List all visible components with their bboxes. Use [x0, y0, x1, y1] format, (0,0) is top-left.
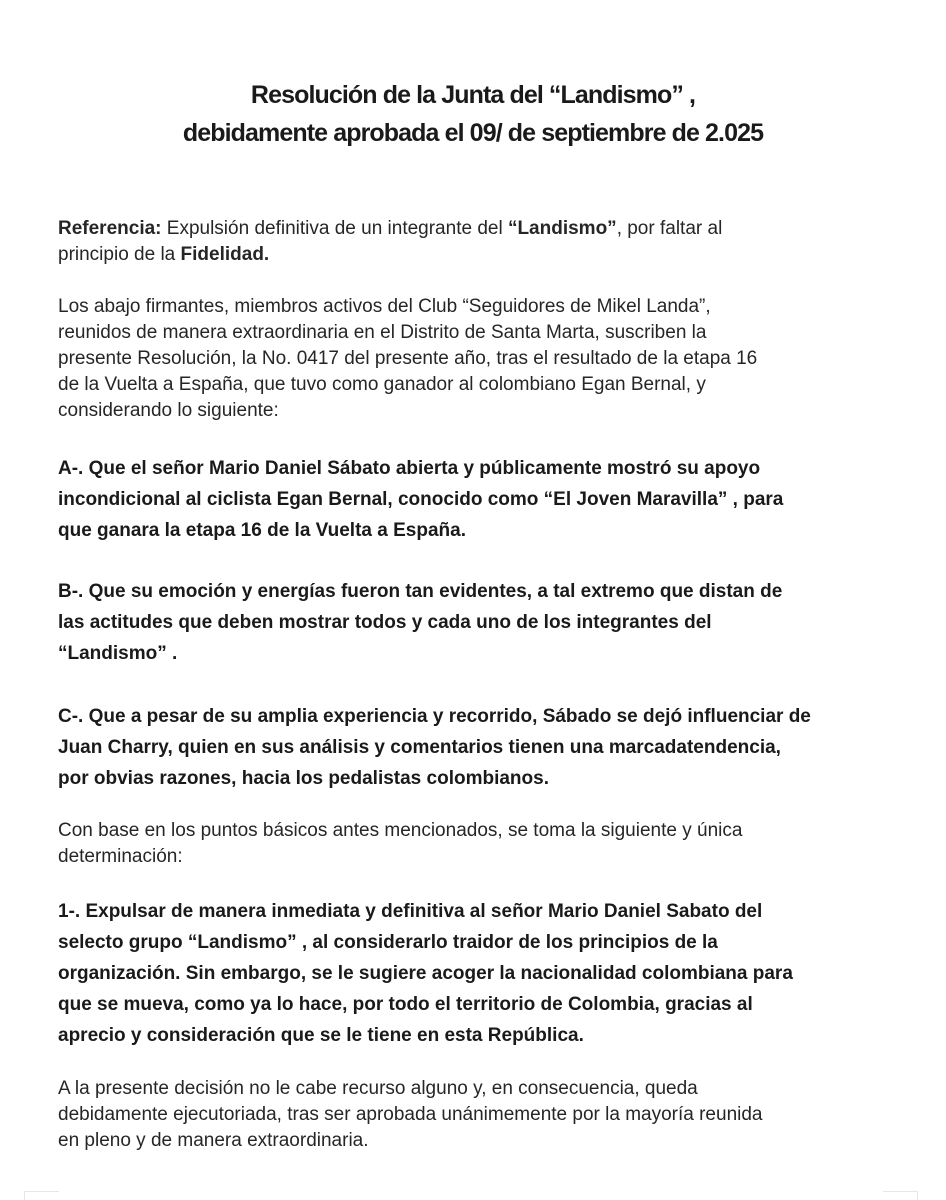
point-b-line: B-. Que su emoción y energías fueron tan evidentes, a tal extremo que distan de [58, 581, 783, 602]
intro-line: reunidos de manera extraordinaria en el Distrito de Santa Marta, suscriben la [58, 322, 707, 343]
decision-line: aprecio y consideración que se le tiene en esta República. [58, 1025, 584, 1046]
title-line-2: debidamente aprobada el 09/ de septiembre de 2.025 [182, 119, 764, 147]
point-b-paragraph [58, 576, 898, 669]
page-corner-left [24, 1191, 59, 1200]
intro-line: considerando lo siguiente: [58, 400, 279, 421]
reference-line-1 [58, 216, 898, 242]
point-a-line: incondicional al ciclista Egan Bernal, conocido como “El Joven Maravilla” , para [58, 489, 784, 510]
reference-landismo: “Landismo” [507, 218, 617, 239]
point-c-line: C-. Que a pesar de su amplia experiencia y recorrido, Sábado se dejó influenciar de [58, 706, 811, 727]
reference-text-2: , por faltar al [616, 218, 723, 239]
basis-line: determinación: [58, 846, 183, 867]
point-c-line: por obvias razones, hacia los pedalistas colombianos. [58, 768, 549, 789]
basis-paragraph [58, 818, 898, 870]
intro-line: presente Resolución, la No. 0417 del presente año, tras el resultado de la etapa 16 [58, 348, 758, 369]
document-title [0, 76, 946, 152]
closing-line: debidamente ejecutoriada, tras ser aprobada unánimemente por la mayoría reunida [58, 1104, 763, 1125]
intro-line: Los abajo firmantes, miembros activos del Club “Seguidores de Mikel Landa”, [58, 296, 711, 317]
point-a-line: A-. Que el señor Mario Daniel Sábato abierta y públicamente mostró su apoyo [58, 458, 761, 479]
reference-line-2 [58, 242, 898, 268]
intro-line: de la Vuelta a España, que tuvo como ganador al colombiano Egan Bernal, y [58, 374, 706, 395]
intro-paragraph [58, 294, 898, 424]
point-c-line: Juan Charry, quien en sus análisis y comentarios tienen una marcadatendencia, [58, 737, 781, 758]
reference-paragraph [58, 216, 898, 268]
reference-text-3: principio de la [58, 244, 181, 265]
decision-paragraph [58, 896, 898, 1051]
decision-line: que se mueva, como ya lo hace, por todo el territorio de Colombia, gracias al [58, 994, 753, 1015]
closing-paragraph [58, 1076, 898, 1154]
point-b-line: “Landismo” . [58, 643, 178, 664]
point-a-paragraph [58, 453, 898, 546]
page-corner-right [883, 1191, 918, 1200]
reference-text-1: Expulsión definitiva de un integrante del [161, 218, 508, 239]
decision-line: organización. Sin embargo, se le sugiere acoger la nacionalidad colombiana para [58, 963, 793, 984]
closing-line: en pleno y de manera extraordinaria. [58, 1130, 369, 1151]
decision-line: selecto grupo “Landismo” , al considerarlo traidor de los principios de la [58, 932, 718, 953]
basis-line: Con base en los puntos básicos antes mencionados, se toma la siguiente y única [58, 820, 743, 841]
reference-fidelidad: Fidelidad. [180, 244, 270, 265]
decision-line: 1-. Expulsar de manera inmediata y definitiva al señor Mario Daniel Sabato del [58, 901, 763, 922]
title-line-1: Resolución de la Junta del “Landismo” , [250, 81, 696, 109]
point-a-line: que ganara la etapa 16 de la Vuelta a España. [58, 520, 466, 541]
point-b-line: las actitudes que deben mostrar todos y cada uno de los integrantes del [58, 612, 712, 633]
reference-label: Referencia: [58, 218, 162, 239]
point-c-paragraph [58, 701, 898, 794]
closing-line: A la presente decisión no le cabe recurso alguno y, en consecuencia, queda [58, 1078, 698, 1099]
